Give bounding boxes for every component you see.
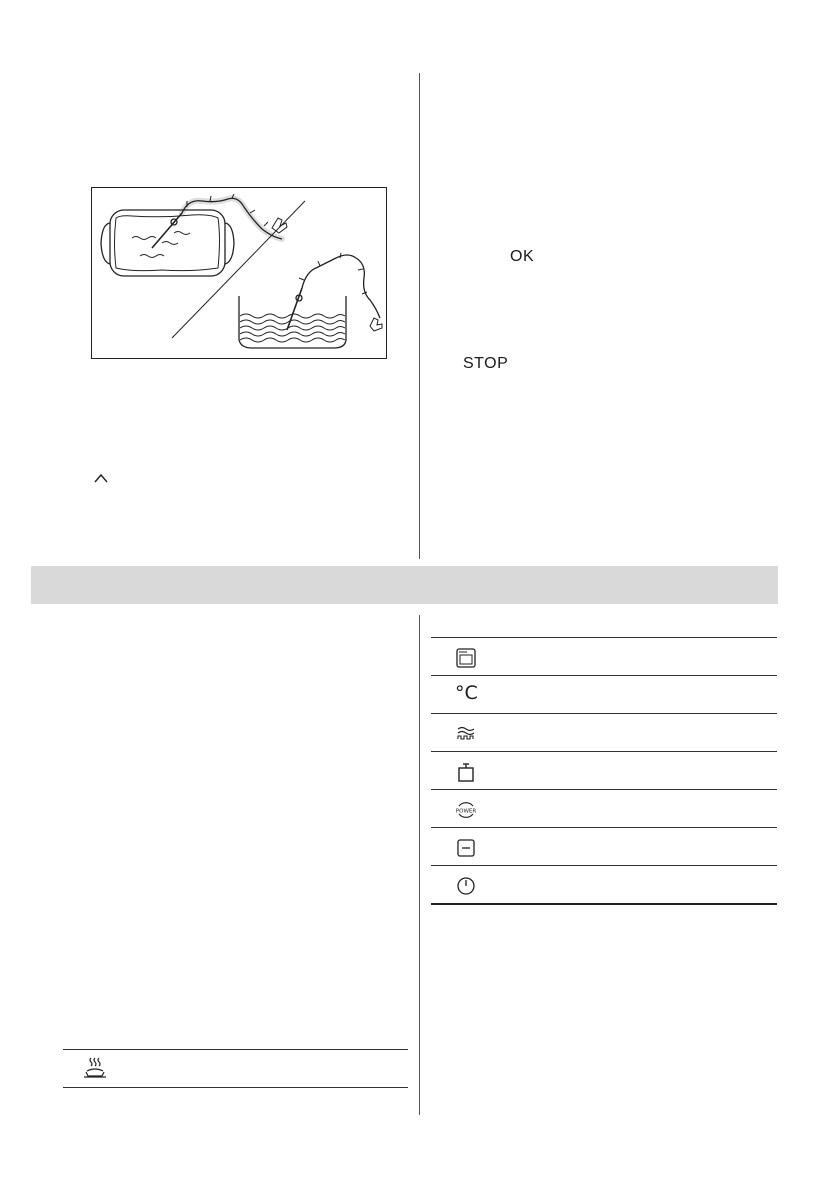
clock-icon [455,875,477,897]
keep-warm-icon [82,1055,108,1081]
heat-up-indicator-icon [455,723,477,745]
keep-warm-table [63,1049,408,1088]
celsius-icon: °C [455,682,478,704]
table-row [431,789,777,827]
table-row [431,675,777,713]
table-row [431,865,777,905]
section-header-bar [31,566,778,604]
table-row [431,751,777,789]
display-icon [455,837,477,859]
column-divider-bottom [419,615,420,1115]
power-icon [455,799,477,821]
chevron-up-icon [93,471,109,483]
ok-button-label: OK [510,248,535,265]
table-row [431,827,777,865]
oven-function-icon [455,647,477,669]
stop-button-label: STOP [463,355,509,372]
table-row [431,713,777,751]
timer-icon [455,761,477,783]
svg-text:POWER: POWER [455,808,477,815]
table-row [431,637,777,675]
column-divider-top [419,73,420,559]
pot-with-probe-icon [237,290,347,356]
symbols-table [431,637,777,905]
